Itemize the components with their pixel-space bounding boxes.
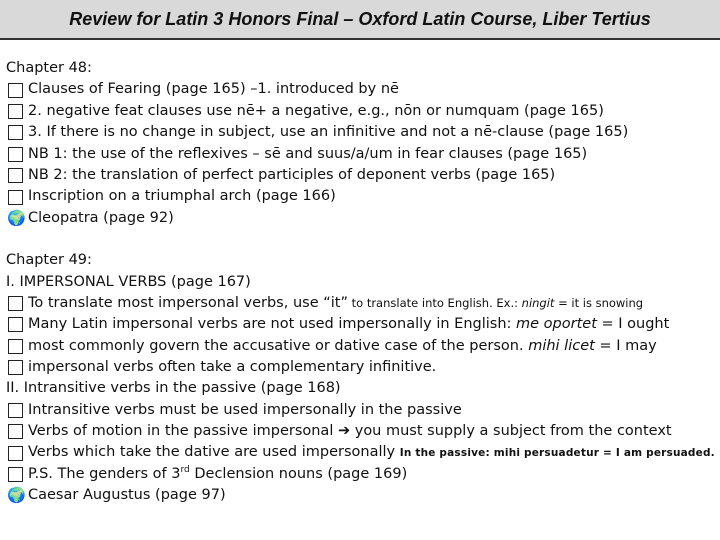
list-item: NB 1: the use of the reflexives – sē and suus/a/um in fear clauses (page 165) [6, 144, 718, 165]
globe-icon: 🌍 [7, 486, 26, 505]
list-item: P.S. The genders of 3rd Declension nouns (page 169) [6, 464, 718, 485]
list-item: Inscription on a triumphal arch (page 166) [6, 186, 718, 207]
section-heading: I. IMPERSONAL VERBS (page 167) [6, 273, 251, 290]
chapter-48-heading: Chapter 48: [6, 60, 92, 76]
square-bullet-icon [8, 104, 23, 119]
chapter-49-heading: Chapter 49: [6, 252, 92, 269]
list-item: 3. If there is no change in subject, use an infinitive and not a nē-clause (page 165) [6, 122, 718, 143]
square-bullet-icon [8, 125, 23, 140]
list-item: Many Latin impersonal verbs are not used impersonally in English: me oportet = I ought [6, 314, 718, 335]
square-bullet-icon [8, 424, 23, 439]
square-bullet-icon [8, 360, 23, 375]
section-heading: II. Intransitive verbs in the passive (page 168) [6, 380, 341, 397]
arrow-right-icon: ➔ [337, 423, 351, 440]
list-item: Clauses of Fearing (page 165) –1. introduced by nē [6, 79, 718, 100]
square-bullet-icon [8, 446, 23, 461]
list-item: 🌍 Caesar Augustus (page 97) [6, 485, 718, 506]
list-item: Verbs which take the dative are used impersonally In the passive: mihi persuadetur = I am persuaded. [6, 443, 718, 464]
square-bullet-icon [8, 83, 23, 98]
list-item: To translate most impersonal verbs, use “it” to translate into English. Ex.: ningit = it is snowing [6, 293, 718, 314]
square-bullet-icon [8, 168, 23, 183]
list-item: NB 2: the translation of perfect participles of deponent verbs (page 165) [6, 165, 718, 186]
list-item: most commonly govern the accusative or dative case of the person. mihi licet = I may [6, 336, 718, 357]
square-bullet-icon [8, 467, 23, 482]
square-bullet-icon [8, 339, 23, 354]
list-item: impersonal verbs often take a complementary infinitive. [6, 357, 718, 378]
list-item: 🌍 Cleopatra (page 92) [6, 208, 718, 229]
square-bullet-icon [8, 317, 23, 332]
square-bullet-icon [8, 147, 23, 162]
square-bullet-icon [8, 403, 23, 418]
review-content [6, 58, 718, 507]
square-bullet-icon [8, 190, 23, 205]
list-item: 2. negative feat clauses use nē+ a negative, e.g., nōn or numquam (page 165) [6, 101, 718, 122]
square-bullet-icon [8, 296, 23, 311]
page-title: Review for Latin 3 Honors Final – Oxford Latin Course, Liber Tertius [69, 8, 651, 29]
list-item: Verbs of motion in the passive impersonal ➔ you must supply a subject from the context [6, 421, 718, 442]
globe-icon: 🌍 [7, 208, 26, 227]
list-item: Intransitive verbs must be used impersonally in the passive [6, 400, 718, 421]
title-bar [0, 0, 720, 40]
